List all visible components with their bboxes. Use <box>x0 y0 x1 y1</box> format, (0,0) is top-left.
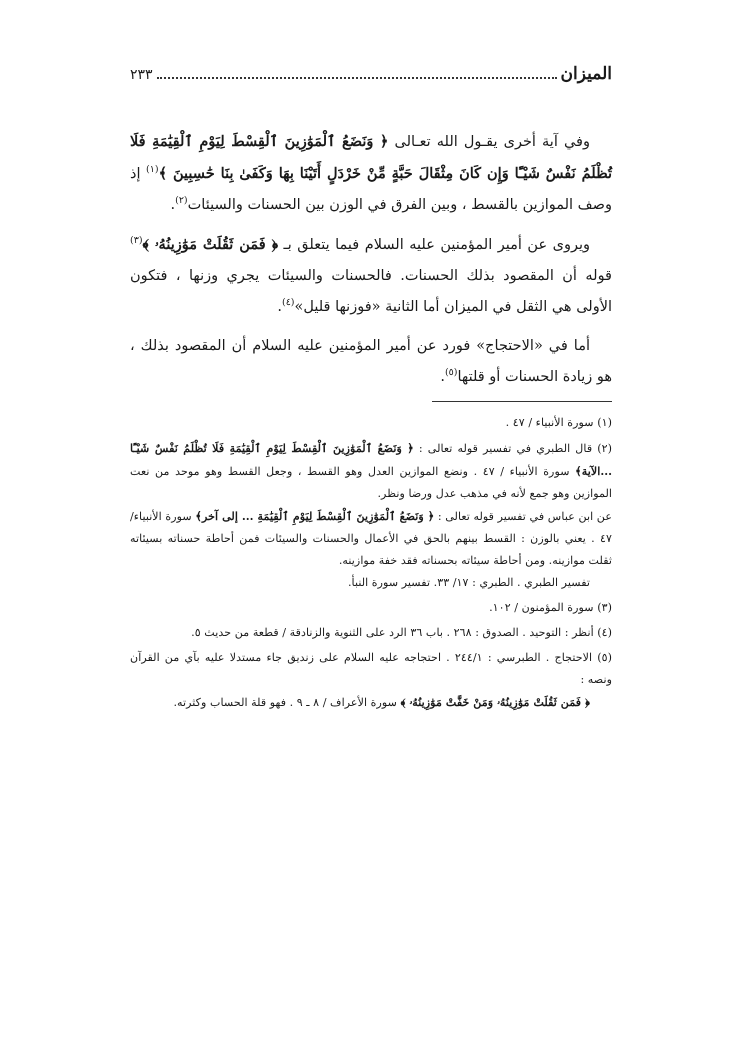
paragraph-3 <box>130 331 612 393</box>
paragraph-text: قوله أن المقصود بذلك الحسنات. فالحسنات والسيئات يجري وزنها ، فتكون الأولى هي الثقل في الميزان أما الثانية «فوزنها قليل» <box>130 268 612 315</box>
paragraph-text: إذ وصف الموازين بالقسط ، وبين الفرق في الوزن بين الحسنات والسيئات <box>130 166 612 213</box>
chapter-title: الميزان <box>560 64 612 84</box>
footnote-text: سورة الأنبياء/ ٤٧ . يعني بالوزن : القسط بينهم بالحق في الأعمال والحسنات والسيئات فمن أحاطة حسناته بسيئاته ثقلت موازينه. ومن أحاطة سيئاته بحسناته فقد خفة موازينه. <box>130 510 612 567</box>
footnote-ref[interactable]: (٢) <box>175 195 188 207</box>
footnote-2-para <box>130 505 612 572</box>
footnote-2-source: تفسير الطبري . الطبري : ١٧/ ٣٣. تفسير سورة النبأ. <box>348 576 590 589</box>
footnote-separator <box>432 401 612 402</box>
paragraph-text: أما في «الاحتجاج» فورد عن أمير المؤمنين عليه السلام أن المقصود بذلك ، هو زيادة الحسنات أو قلتها <box>130 338 612 385</box>
quran-verse: ﴿ وَنَضَعُ ٱلْمَوَٰزِينَ ٱلْقِسْطَ لِيَوْمِ ٱلْقِيَٰمَةِ ... إلى آخر﴾ <box>195 509 435 523</box>
footnote-ref[interactable]: (٣) <box>130 235 143 247</box>
footnote-2 <box>130 437 612 594</box>
header-leader-dots <box>157 76 557 79</box>
paragraph-text: . <box>277 299 282 315</box>
footnote-5 <box>130 647 612 714</box>
footnote-4: (٤) أنظر : التوحيد . الصدوق : ٢٦٨ . باب ٣٦ الرد على الثنوية والزنادقة / قطعة من حديث ٥. <box>191 626 612 639</box>
footnote-text: عن ابن عباس في تفسير قوله تعالى : <box>434 510 612 523</box>
quran-verse: ﴿ وَنَضَعُ ٱلْمَوَٰزِينَ ٱلْقِسْطَ لِيَوْمِ ٱلْقِيَٰمَةِ فَلَا تُظْلَمُ نَفْسٌ شَيْـًٔا وَإِن كَانَ مِثْقَالَ حَبَّةٍ مِّنْ خَرْدَلٍ أَتَيْنَا بِهَا وَكَفَىٰ بِنَا حَٰسِبِينَ ﴾ <box>130 133 612 182</box>
quran-verse: ﴿ وَنَضَعُ ٱلْمَوَٰزِينَ ٱلْقِسْطَ لِيَوْمِ ٱلْقِيَٰمَةِ فَلَا تُظْلَمُ نَفْسٌ شَيْـًٔا ...الآية﴾ <box>130 441 613 478</box>
paragraph-2 <box>130 229 612 323</box>
paragraph-text: . <box>440 369 445 385</box>
footnote-3: (٣) سورة المؤمنون / ١٠٢. <box>489 601 612 614</box>
main-text <box>130 126 612 393</box>
footnote-ref[interactable]: (٤) <box>281 297 295 309</box>
footnote-1: (١) سورة الأنبياء / ٤٧ . <box>505 416 612 429</box>
quran-verse: ﴿ فَمَن ثَقُلَتْ مَوَٰزِينُهُۥ وَمَنْ خَفَّتْ مَوَٰزِينُهُۥ ﴾ <box>400 695 590 709</box>
paragraph-text: . <box>170 197 176 213</box>
paragraph-1 <box>130 126 612 221</box>
book-page <box>130 64 612 717</box>
footnote-ref[interactable]: (٥) <box>444 367 458 379</box>
footnote-text: (٢) قال الطبري في تفسير قوله تعالى : <box>413 442 613 455</box>
footnote-ref[interactable]: (١) <box>146 164 159 176</box>
footnote-5-verse-line <box>130 691 612 714</box>
footnote-text: سورة الأنبياء / ٤٧ . ونضع الموازين العدل وهو القسط ، وجعل القسط وهو موحد من نعت الموازين وهو جمع لأنه في مذهب عدل ورضا ونظر. <box>130 465 612 500</box>
paragraph-text: وفي آية أخرى يقـول الله تعـالى <box>388 134 590 150</box>
footnote-2-line <box>130 437 612 505</box>
page-number: ٢٣٣ <box>130 67 153 83</box>
footnote-5-line: (٥) الاحتجاج . الطبرسي : ٢٤٤/١ . احتجاجه عليه السلام على زنديق جاء مستدلا عليه بآي من القرآن ونصه : <box>130 651 612 686</box>
page-header <box>130 64 612 94</box>
footnote-text: سورة الأعراف / ٨ ـ ٩ . فهو قلة الحساب وكثرته. <box>173 696 401 709</box>
footnotes <box>130 412 612 714</box>
paragraph-text: ويروى عن أمير المؤمنين عليه السلام فيما يتعلق بـ <box>278 237 590 253</box>
quran-verse: ﴿ فَمَن ثَقُلَتْ مَوَٰزِينُهُۥ ﴾ <box>142 236 279 253</box>
